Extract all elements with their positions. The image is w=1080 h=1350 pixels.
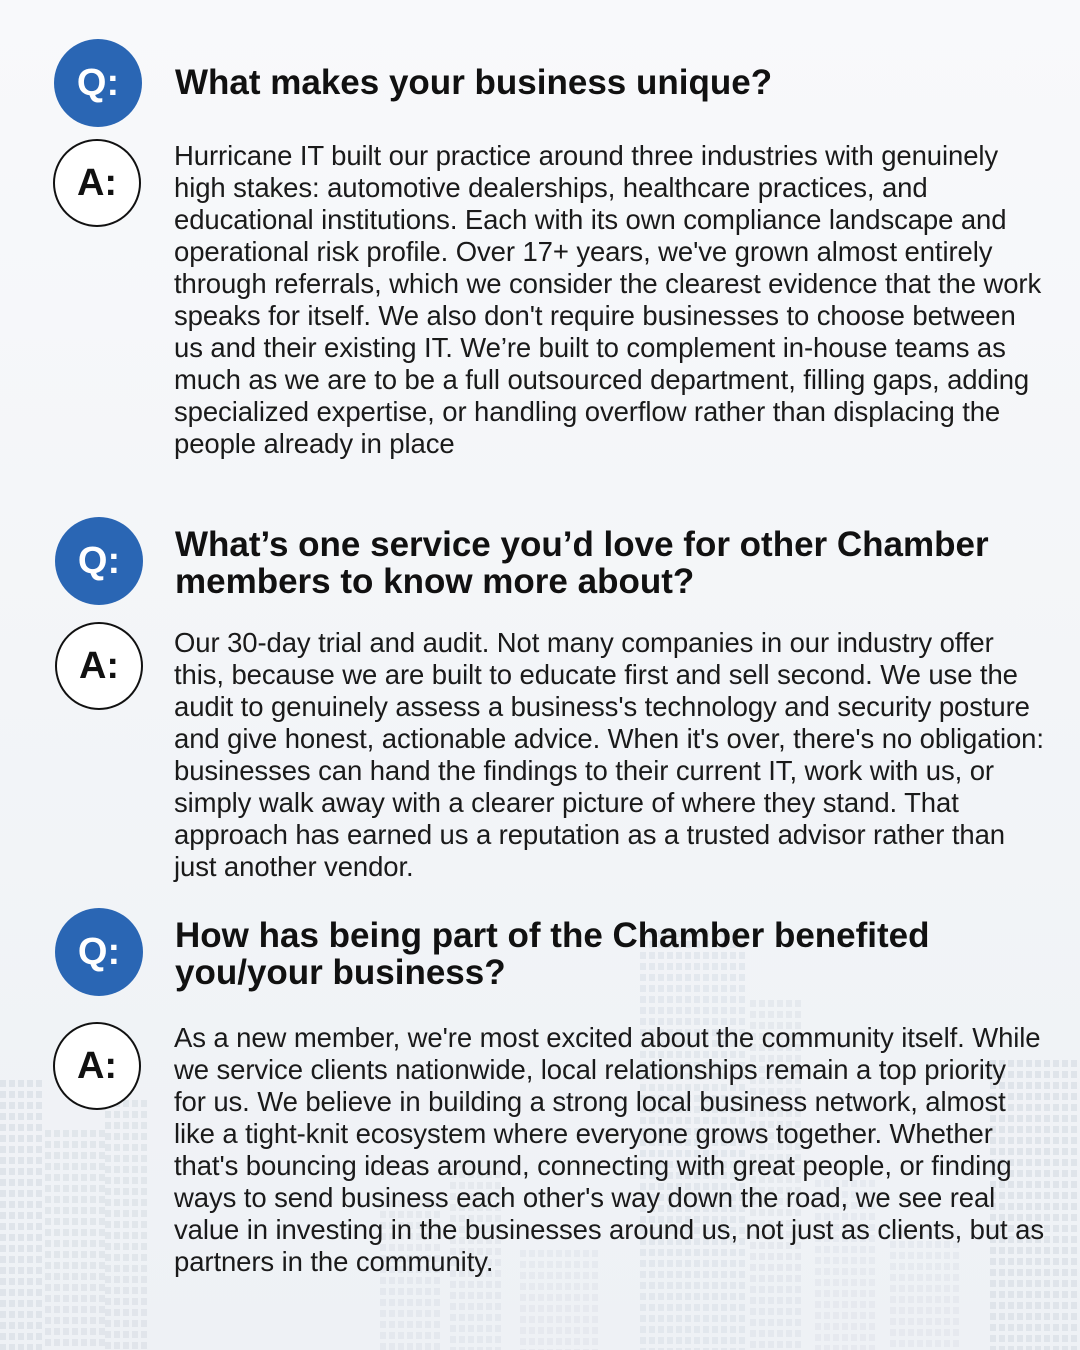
answer-badge: A:: [53, 139, 141, 227]
question-badge: Q:: [54, 39, 142, 127]
answer-badge: A:: [53, 1022, 141, 1110]
question-heading: What’s one service you’d love for other Chamber members to know more about?: [175, 525, 989, 601]
question-heading: What makes your business unique?: [175, 63, 773, 102]
question-badge: Q:: [55, 517, 143, 605]
answer-text: As a new member, we're most excited about the community itself. While we service clients nationwide, local relationships remain a top priority for us. We believe in building a strong local business network, almost like a tight-knit ecosystem where everyone grows together. Whether that's bouncing ideas around, connecting with great people, or finding ways to send business each other's way down the road, we see real value in investing in the businesses around us, not just as clients, but as partners in the community.: [174, 1022, 1044, 1277]
answer-text: Hurricane IT built our practice around three industries with genuinely high stakes: automotive dealerships, healthcare practices, and educational institutions. Each with its own compliance landscape and operational risk profile. Over 17+ years, we've grown almost entirely through referrals, which we consider the clearest evidence that the work speaks for itself. We also don't require businesses to choose between us and their existing IT. We’re built to complement in-house teams as much as we are to be a full outsourced department, filling gaps, adding specialized expertise, or handling overflow rather than displacing the people already in place: [174, 140, 1042, 459]
answer-text: Our 30-day trial and audit. Not many companies in our industry offer this, because we are built to educate first and sell second. We use the audit to genuinely assess a business's technology and security posture and give honest, actionable advice. When it's over, there's no obligation: businesses can hand the findings to their current IT, work with us, or simply walk away with a clearer picture of where they stand. That approach has earned us a reputation as a trusted advisor rather than just another vendor.: [174, 627, 1044, 882]
question-heading: How has being part of the Chamber benefited you/your business?: [175, 916, 930, 992]
question-badge: Q:: [55, 908, 143, 996]
answer-badge: A:: [55, 622, 143, 710]
